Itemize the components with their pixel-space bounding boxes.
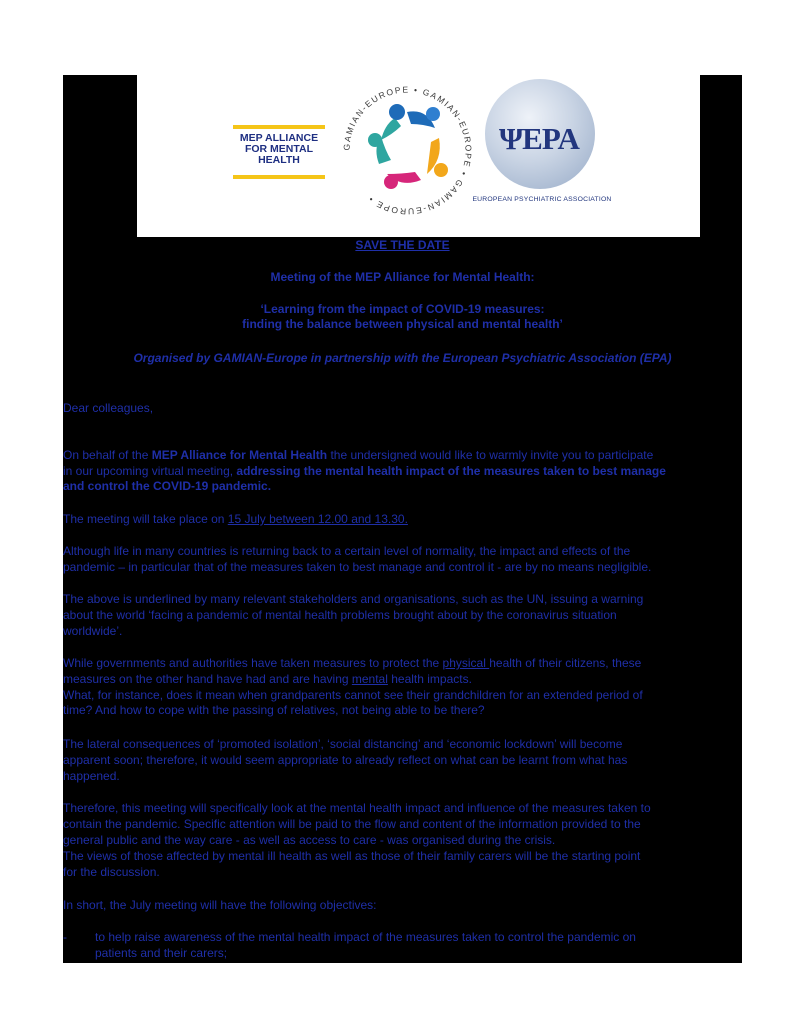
document-page <box>63 75 742 963</box>
organiser-line: Organised by GAMIAN-Europe in partnership with the European Psychiatric Association (EPA) <box>133 351 672 365</box>
text-run: in our upcoming virtual meeting, <box>63 464 237 478</box>
paragraph-line: Although life in many countries is returning back to a certain level of normality, the impact and effects of the <box>63 544 631 558</box>
meeting-date: 15 July between 12.00 and 13.30. <box>227 512 408 526</box>
mep-alliance-logo <box>233 133 325 166</box>
paragraph-invite-line1 <box>63 448 653 463</box>
mep-top-bar <box>233 125 325 129</box>
paragraph-line: for the discussion. <box>63 865 160 879</box>
logo-banner <box>137 75 700 237</box>
text-run: On behalf of the <box>63 448 152 462</box>
mep-bottom-bar <box>233 175 325 179</box>
paragraph-invite-line2 <box>63 464 666 479</box>
paragraph-line: The above is underlined by many relevant stakeholders and organisations, such as the UN, issuing a warning <box>63 592 644 606</box>
paragraph-line <box>63 672 472 687</box>
paragraph-line: What, for instance, does it mean when grandparents cannot see their grandchildren for an extended period of <box>63 688 643 702</box>
paragraph-line: The views of those affected by mental ill health as well as those of their family carers will be the starting point <box>63 849 641 863</box>
paragraph-line: happened. <box>63 769 120 783</box>
save-the-date-heading: SAVE THE DATE <box>355 238 450 252</box>
paragraph-line: Therefore, this meeting will specifically look at the mental health impact and influence of the measures taken to <box>63 801 651 815</box>
paragraph-line <box>63 656 641 671</box>
bullet-marker: - <box>63 930 67 944</box>
text-run-bold: addressing the mental health impact of the measures taken to best manage <box>236 464 666 478</box>
paragraph-line: about the world ‘facing a pandemic of mental health problems brought about by the coronavirus situation <box>63 608 617 622</box>
paragraph-line: pandemic – in particular that of the measures taken to best manage and control it - are by no means negligible. <box>63 560 652 574</box>
paragraph-line: general public and the way care - as well as access to care - was organised during the crisis. <box>63 833 556 847</box>
epa-logo-mark: ΨEPA <box>499 121 579 156</box>
text-run: The meeting will take place on <box>63 512 228 526</box>
text-run: While governments and authorities have taken measures to protect the <box>63 656 443 670</box>
text-run: health impacts. <box>387 672 472 686</box>
meeting-date-line <box>63 512 408 527</box>
gamian-ring-text: GAMIAN-EUROPE • GAMIAN-EUROPE • GAMIAN-EUROPE • <box>341 84 474 217</box>
paragraph-line: apparent soon; therefore, it would seem appropriate to already reflect on what can be learnt from what has <box>63 753 628 767</box>
mep-logo-line: MEP ALLIANCE <box>239 132 319 144</box>
meeting-subtitle-line2: finding the balance between physical and mental health’ <box>242 317 563 331</box>
gamian-europe-logo <box>335 78 480 223</box>
objectives-intro: In short, the July meeting will have the following objectives: <box>63 898 377 912</box>
epa-association-name: EUROPEAN PSYCHIATRIC ASSOCIATION <box>472 196 612 203</box>
meeting-title: Meeting of the MEP Alliance for Mental Health: <box>270 270 535 284</box>
paragraph-line: contain the pandemic. Specific attention will be paid to the flow and content of the information provided to the <box>63 817 641 831</box>
mep-logo-line: HEALTH <box>258 154 300 166</box>
text-run-bold: MEP Alliance for Mental Health <box>151 448 328 462</box>
greeting: Dear colleagues, <box>63 401 154 415</box>
paragraph-invite-line3: and control the COVID-19 pandemic. <box>63 479 272 493</box>
objective-line: patients and their carers; <box>95 946 228 960</box>
text-run: measures on the other hand have had and are having <box>63 672 352 686</box>
objective-line: to help raise awareness of the mental health impact of the measures taken to control the pandemic on <box>95 930 636 944</box>
meeting-subtitle-line1: ‘Learning from the impact of COVID-19 measures: <box>260 302 545 316</box>
paragraph-line: worldwide’. <box>63 624 123 638</box>
text-run: the undersigned would like to warmly invite you to participate <box>327 448 654 462</box>
paragraph-line: The lateral consequences of ‘promoted isolation’, ‘social distancing’ and ‘economic lockdown’ will become <box>63 737 623 751</box>
svg-text:GAMIAN-EUROPE • GAMIAN-EUROPE <box>341 84 473 216</box>
paragraph-line: time? And how to cope with the passing of relatives, not being able to be there? <box>63 703 485 717</box>
mep-logo-line: FOR MENTAL <box>244 143 314 155</box>
text-run: health of their citizens, these <box>489 656 642 670</box>
text-run-underlined: physical <box>442 656 490 670</box>
text-run-underlined: mental <box>351 672 388 686</box>
